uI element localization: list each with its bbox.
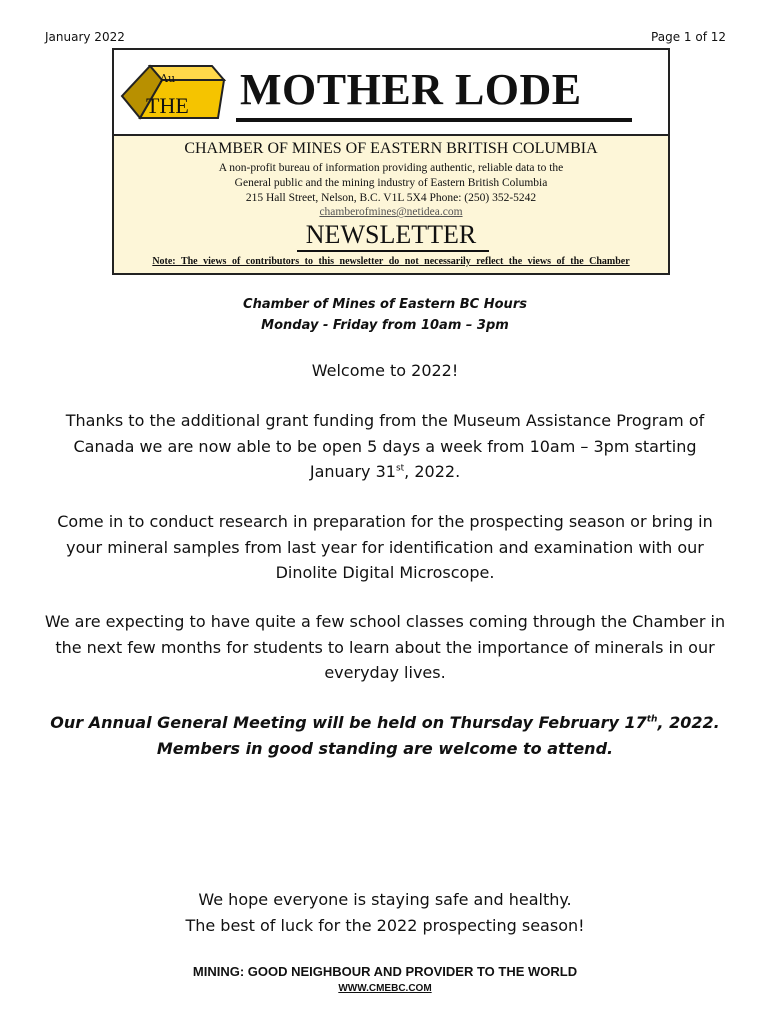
header-date: January 2022 bbox=[45, 30, 125, 44]
org-description-line-1: A non-profit bureau of information providing authentic, reliable data to the bbox=[218, 162, 564, 174]
paragraph-grant-funding bbox=[40, 408, 730, 485]
newsletter-rule bbox=[297, 250, 489, 252]
paragraph-line: your mineral samples from last year for identification and examination with our bbox=[66, 537, 704, 557]
org-description-line-2: General public and the mining industry of Eastern British Columbia bbox=[234, 177, 548, 189]
ordinal-suffix: st bbox=[395, 463, 405, 474]
paragraph-line: Dinolite Digital Microscope. bbox=[275, 563, 495, 582]
newsletter-label: NEWSLETTER bbox=[305, 220, 477, 249]
footer-website-link[interactable]: WWW.CMEBC.COM bbox=[338, 983, 432, 994]
agm-date-text: Our Annual General Meeting will be held on Thursday February 17 bbox=[50, 713, 647, 732]
paragraph-line: Thanks to the additional grant funding from the Museum Assistance Program of bbox=[65, 411, 705, 430]
masthead-title-rule bbox=[236, 118, 632, 122]
header-page-number: Page 1 of 12 bbox=[651, 30, 726, 44]
paragraph-line: everyday lives. bbox=[324, 663, 446, 682]
masthead-info-panel bbox=[114, 136, 668, 273]
paragraph-line: Come in to conduct research in preparation for the prospecting season or bring in bbox=[57, 512, 713, 531]
paragraph-line: We are expecting to have quite a few school classes coming through the Chamber in bbox=[44, 612, 726, 631]
logo-the-label: THE bbox=[146, 93, 189, 118]
paragraph-line: Canada we are now able to be open 5 days a week from 10am – 3pm starting bbox=[73, 436, 697, 456]
closing-line-1: We hope everyone is staying safe and healthy. bbox=[198, 890, 572, 909]
paragraph-line bbox=[40, 459, 730, 485]
closing-message bbox=[40, 887, 730, 938]
agm-line-1 bbox=[40, 710, 730, 736]
gold-bar-logo bbox=[120, 58, 234, 128]
masthead-banner bbox=[114, 50, 668, 136]
agm-line-2: Members in good standing are welcome to attend. bbox=[156, 738, 614, 758]
paragraph-school-classes bbox=[40, 609, 730, 686]
masthead bbox=[112, 48, 670, 275]
logo-au-label: Au bbox=[160, 72, 176, 85]
hours-line-1: Chamber of Mines of Eastern BC Hours bbox=[243, 297, 527, 312]
agm-date-year: , 2022. bbox=[657, 713, 720, 732]
paragraph-line: the next few months for students to learn about the importance of minerals in our bbox=[55, 637, 715, 657]
hours-line-2: Monday - Friday from 10am – 3pm bbox=[261, 318, 509, 333]
agm-announcement bbox=[40, 710, 730, 761]
start-date-text: January 31 bbox=[309, 462, 396, 481]
footer-motto: MINING: GOOD NEIGHBOUR AND PROVIDER TO THE WORLD bbox=[192, 964, 578, 979]
closing-line-2: The best of luck for the 2022 prospecting season! bbox=[185, 915, 585, 935]
ordinal-suffix: th bbox=[646, 714, 658, 725]
start-date-year: , 2022. bbox=[404, 462, 461, 481]
welcome-heading: Welcome to 2022! bbox=[311, 361, 459, 380]
disclaimer-note: Note: The views of contributors to this newsletter do not necessarily reflect the views of the Chamber bbox=[152, 256, 630, 267]
org-address: 215 Hall Street, Nelson, B.C. V1L 5X4 Phone: (250) 352-5242 bbox=[245, 192, 537, 204]
org-name: CHAMBER OF MINES OF EASTERN BRITISH COLUMBIA bbox=[184, 140, 598, 157]
masthead-title: MOTHER LODE bbox=[240, 65, 582, 114]
office-hours bbox=[40, 294, 730, 336]
paragraph-research bbox=[40, 509, 730, 586]
org-email-link[interactable]: chamberofmines@netidea.com bbox=[319, 206, 463, 218]
